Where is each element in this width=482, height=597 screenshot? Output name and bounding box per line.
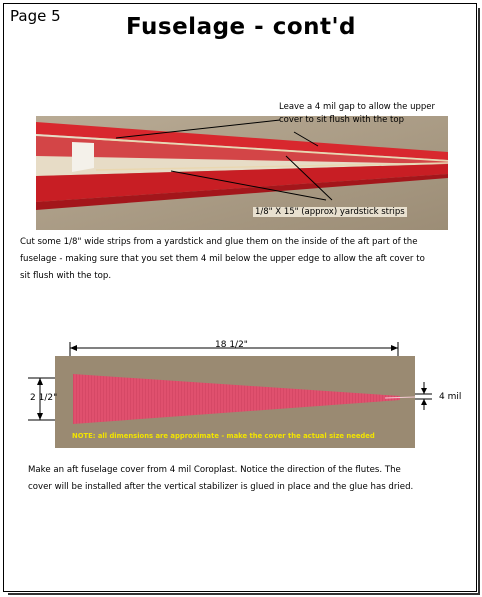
- dimensions-note: NOTE: all dimensions are approximate - make the cover the actual size needed: [72, 432, 375, 440]
- instruction-paragraph-2: [28, 462, 468, 496]
- strips-callout: 1/8" X 15" (approx) yardstick strips: [255, 207, 405, 217]
- width-dimension: 2 1/2": [30, 393, 58, 403]
- page-frame: [3, 3, 477, 592]
- para2-line: cover will be installed after the vertical stabilizer is glued in place and the glue has dried.: [28, 482, 414, 492]
- gap-callout-line1: Leave a 4 mil gap to allow the upper: [279, 102, 435, 112]
- para1-line: fuselage - making sure that you set them 4 mil below the upper edge to allow the aft cover to: [20, 254, 425, 264]
- page-number: Page 5: [10, 7, 61, 25]
- length-dimension: 18 1/2": [215, 340, 248, 350]
- para1-line: sit flush with the top.: [20, 271, 112, 281]
- page-title: Fuselage - cont'd: [125, 14, 357, 40]
- para2-line: Make an aft fuselage cover from 4 mil Coroplast. Notice the direction of the flutes. The: [28, 465, 401, 475]
- thickness-dimension: 4 mil: [439, 392, 462, 402]
- gap-callout-line2: cover to sit flush with the top: [279, 115, 404, 125]
- para1-line: Cut some 1/8" wide strips from a yardstick and glue them on the inside of the aft part of the: [20, 237, 418, 247]
- instruction-paragraph-1: [20, 234, 465, 285]
